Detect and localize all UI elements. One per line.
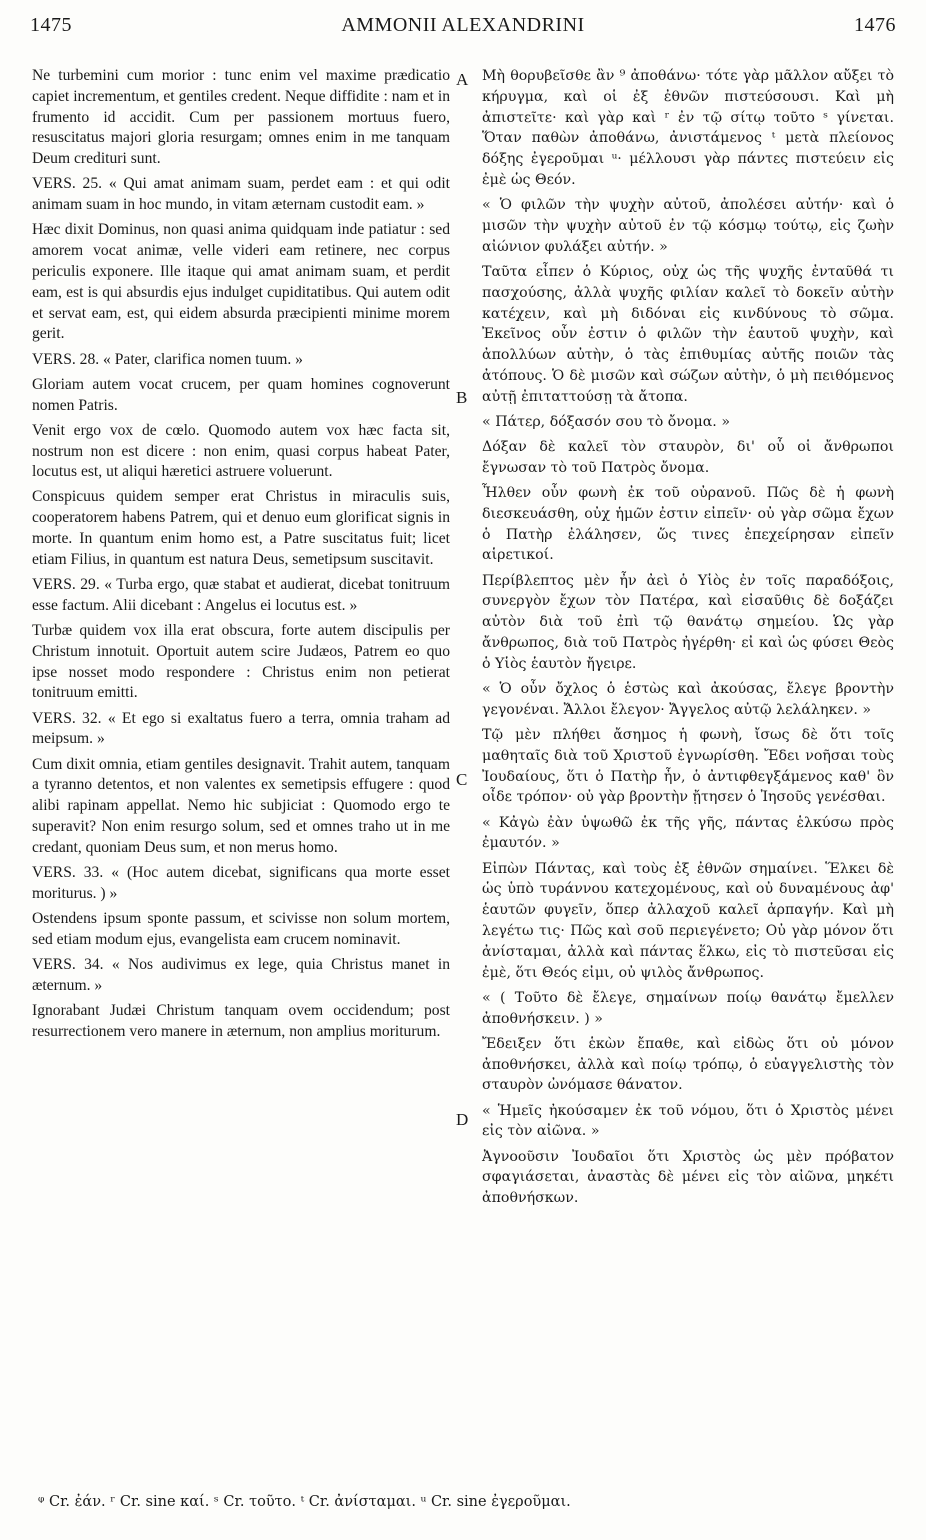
latin-paragraph: Cum dixit omnia, etiam gentiles designavit. Trahit autem, tanquam a tyranno detentos, et non valentes ex semetipsis effugere : quod alibi rapinam appellat. Nemo hic subjiciat : Quomodo ergo te superavit? Non enim resurgo solum, sed et omnes traho ut in me credant, quoniam Deus sum, et non merus homo. xyxy=(32,755,450,856)
greek-verse-33: « ( Τοῦτο δὲ ἔλεγε, σημαίνων ποίῳ θανάτῳ ἔμελλεν ἀποθνήσκειν. ) » xyxy=(482,989,894,1027)
latin-paragraph: Ignorabant Judæi Christum tanquam ovem occidendum; post resurrectionem vero manere in æternum, non amplius moriturum. xyxy=(32,1001,450,1040)
latin-column xyxy=(32,66,450,1047)
latin-paragraph: Conspicuus quidem semper erat Christus in miraculis suis, cooperatorem habens Patrem, qui et denuo eum glorificat signis in morte. In quantum enim homo est, a Patre suscitatus fuit; licet etiam Filius, in quantum est natura Deus, semetipsum suscitavit. xyxy=(32,488,450,568)
greek-verse-29: « Ὁ οὖν ὄχλος ὁ ἑστὼς καὶ ἀκούσας, ἔλεγε βροντὴν γεγονέναι. Ἄλλοι ἔλεγον· Ἄγγελος αὐτῷ λελάληκεν. » xyxy=(482,681,894,718)
greek-verse-34: « Ἡμεῖς ἠκούσαμεν ἐκ τοῦ νόμου, ὅτι ὁ Χριστὸς μένει εἰς τὸν αἰῶνα. » xyxy=(482,1102,894,1140)
greek-verse-28: « Πάτερ, δόξασόν σου τὸ ὄνομα. » xyxy=(482,413,731,430)
greek-verse-32: « Κἀγὼ ἐὰν ὑψωθῶ ἐκ τῆς γῆς, πάντας ἑλκύσω πρὸς ἐμαυτόν. » xyxy=(482,814,894,852)
margin-letter-b: B xyxy=(456,388,468,407)
greek-paragraph: Ἀγνοοῦσιν Ἰουδαῖοι ὅτι Χριστὸς ὡς μὲν πρόβατον σφαγιάσεται, ἀναστὰς δὲ μένει εἰς τὸν αἰῶνα, μηκέτι ἀποθνήσκων. xyxy=(482,1148,894,1207)
margin-letter-c: C xyxy=(456,770,468,789)
latin-verse-34: VERS. 34. « Nos audivimus ex lege, quia Christus manet in æternum. » xyxy=(32,955,450,994)
page-number-left: 1475 xyxy=(30,14,72,36)
latin-paragraph: Turbæ quidem vox illa erat obscura, forte autem discipulis per Christum innotuit. Oportuit autem scire Judæos, Patrem eo quo ipse nosset modo respondere : Christus enim non petierat tonitruum emitti. xyxy=(32,622,450,702)
latin-verse-29: VERS. 29. « Turba ergo, quæ stabat et audierat, dicebat tonitruum esse factum. Alii dicebant : Angelus ei locutus est. » xyxy=(32,576,450,614)
greek-paragraph: Τῷ μὲν πλήθει ἄσημος ἡ φωνὴ, ἴσως δὲ ὅτι τοῖς μαθηταῖς διὰ τοῦ Χριστοῦ ἐγνωρίσθη. Ἔδει νοῆσαι τοὺς Ἰουδαίους, ὅτι ὁ Πατὴρ ἦν, ὁ ἀντιφθεγξάμενος καθ' ὃν οἶδε τρόπον· οὐ γὰρ βροντὴν ᾔτησεν ὁ Ἰησοῦς γενέσθαι. xyxy=(482,727,894,806)
margin-letter-d: D xyxy=(456,1110,469,1129)
latin-paragraph: Ostendens ipsum sponte passum, et scivisse non solum mortem, sed etiam modum ejus, evangelista eam crucem nominavit. xyxy=(32,909,450,948)
margin-letter-a: A xyxy=(456,70,469,89)
latin-verse-32: VERS. 32. « Et ego si exaltatus fuero a terra, omnia traham ad meipsum. » xyxy=(32,709,450,748)
latin-paragraph: Hæc dixit Dominus, non quasi anima quidquam inde patiatur : sed amorem vocat animæ, velle videri eam retinere, nec corpus periculis exponere. Ille itaque qui amat animam suam, et perdit eam, est is qui absurdis ejus indulget cupiditatibus. Qui autem odit et servat eam, est, qui eidem absurda præcipienti minime morem gerit. xyxy=(32,221,450,343)
page-number-right: 1476 xyxy=(854,14,896,36)
latin-verse-28: VERS. 28. « Pater, clarifica nomen tuum. » xyxy=(32,350,303,368)
greek-paragraph: Περίβλεπτος μὲν ἦν ἀεὶ ὁ Υἱὸς ἐν τοῖς παραδόξοις, συνεργὸν ἔχων τὸν Πατέρα, καὶ εἰσαῦθις δὲ δοξάζει αὐτὸν διὰ τοῦ ἐπὶ τῷ θανάτῳ σημείου. Ὡς γὰρ ἄνθρωπος, διὰ τοῦ Πατρὸς ἠγέρθη· εἰ καὶ ὡς φύσει Θεὸς ὁ Υἱὸς ἑαυτὸν ἤγειρε. xyxy=(482,572,894,672)
greek-paragraph: Μὴ θορυβεῖσθε ἂν ⁹ ἀποθάνω· τότε γὰρ μᾶλλον αὔξει τὸ κήρυγμα, καὶ οἱ ἐξ ἐθνῶν πιστεύσουσι. Καὶ μὴ ἀπιστεῖτε· καὶ γὰρ καὶ ʳ ἐν τῷ σίτῳ τοῦτο ˢ γίνεται. Ὅταν παθὼν ἀποθάνω, ἀνιστάμενος ᵗ μετὰ πλείονος δόξης ἐγεροῦμαι ᵘ· μέλλουσι γὰρ πάντες πιστεύειν εἰς ἐμὲ ὡς Θεόν. xyxy=(482,68,894,188)
greek-paragraph: Ἦλθεν οὖν φωνὴ ἐκ τοῦ οὐρανοῦ. Πῶς δὲ ἡ φωνὴ διεσκευάσθη, οὐχ ἡμῶν ἐστιν εἰπεῖν· οὐ γὰρ σῶμα ἔχων ὁ Πατὴρ ἐλάλησεν, ὥς τινες ἐπεχείρησαν εἰπεῖν αἱρετικοί. xyxy=(482,485,894,564)
greek-paragraph: Εἰπὼν Πάντας, καὶ τοὺς ἐξ ἐθνῶν σημαίνει. Ἕλκει δὲ ὡς ὑπὸ τυράννου κατεχομένους, καὶ οὐ δυναμένους ἀφ' ἑαυτῶν φυγεῖν, ὅπερ ἀλλαχοῦ καλεῖ ἁρπαγήν. Καὶ μὴ λεγέτω τις· Πῶς καὶ σοῦ περιεγένετο; Οὐ γὰρ μόνον ὅτι ἀνίσταμαι, ἀλλὰ καὶ πάντας ἕλκω, εἰς τὸ πιστεῦσαι εἰς ἐμὲ, ὅτι Θεός εἰμι, οὐ ψιλὸς ἄνθρωπος. xyxy=(482,860,894,981)
running-title: AMMONII ALEXANDRINI xyxy=(341,14,585,36)
latin-paragraph: Venit ergo vox de cœlo. Quomodo autem vox hæc facta sit, nostrum non est dicere : non enim, quasi corpus habeat Pater, locutus est, ut aliqui hæretici astruere voluerunt. xyxy=(32,421,450,481)
latin-verse-33: VERS. 33. « (Hoc autem dicebat, significans qua morte esset moriturus. ) » xyxy=(32,863,450,902)
greek-verse-25: « Ὁ φιλῶν τὴν ψυχὴν αὐτοῦ, ἀπολέσει αὐτήν· καὶ ὁ μισῶν τὴν ψυχὴν αὐτοῦ ἐν τῷ κόσμῳ τούτῳ, εἰς ζωὴν αἰώνιον φυλάξει αὐτήν. » xyxy=(482,197,894,255)
latin-paragraph: Gloriam autem vocat crucem, per quam homines cognoverunt nomen Patris. xyxy=(32,375,450,414)
latin-verse-25: VERS. 25. « Qui amat animam suam, perdet eam : et qui odit animam suam in hoc mundo, in vitam æternam custodit eam. » xyxy=(32,175,450,214)
greek-paragraph: Ἔδειξεν ὅτι ἑκὼν ἔπαθε, καὶ εἰδὼς ὅτι οὐ μόνον ἀποθνήσκει, ἀλλὰ καὶ ποίῳ τρόπῳ, ὁ εὐαγγελιστὴς τὸν σταυρὸν ὠνόμασε θάνατον. xyxy=(482,1035,894,1094)
greek-column xyxy=(482,66,894,1213)
footnotes: ᵠ Cr. ἐάν. ʳ Cr. sine καί. ˢ Cr. τοῦτο. ᵗ Cr. ἀνίσταμαι. ᵘ Cr. sine ἐγεροῦμαι. xyxy=(38,1494,571,1510)
greek-paragraph: Ταῦτα εἶπεν ὁ Κύριος, οὐχ ὡς τῆς ψυχῆς ἐνταῦθά τι πασχούσης, ἀλλὰ ψυχῆς φιλίαν καλεῖ τὸ δοκεῖν αὐτὴν κατέχειν, καὶ μὴ διδόναι εἰς κινδύνους τὸ σῶμα. Ἐκεῖνος οὖν ἐστιν ὁ φιλῶν τὴν ἑαυτοῦ ψυχὴν, καὶ ἀπολλύων αὐτὴν, ὁ τὰς ἐπιθυμίας αὐτῆς ποιῶν τὰς ἀτόπους. Ὁ δὲ μισῶν καὶ σώζων αὐτὴν, ὁ μὴ πειθόμενος αὐτῇ ἐπιταττούσῃ τὰ ἄτοπα. xyxy=(482,263,894,405)
greek-paragraph: Δόξαν δὲ καλεῖ τὸν σταυρὸν, δι' οὗ οἱ ἄνθρωποι ἔγνωσαν τὸ τοῦ Πατρὸς ὄνομα. xyxy=(482,439,894,476)
latin-paragraph: Ne turbemini cum morior : tunc enim vel maxime prædicatio capiet incrementum, et gentiles credent. Neque diffidite : nam et in frumento id accidit. Cum per passionem mortuus fuero, resuscitatus majori gloria resurgam; omnes enim in me tanquam Deum credituri sunt. xyxy=(32,67,450,168)
page-header xyxy=(30,14,896,46)
